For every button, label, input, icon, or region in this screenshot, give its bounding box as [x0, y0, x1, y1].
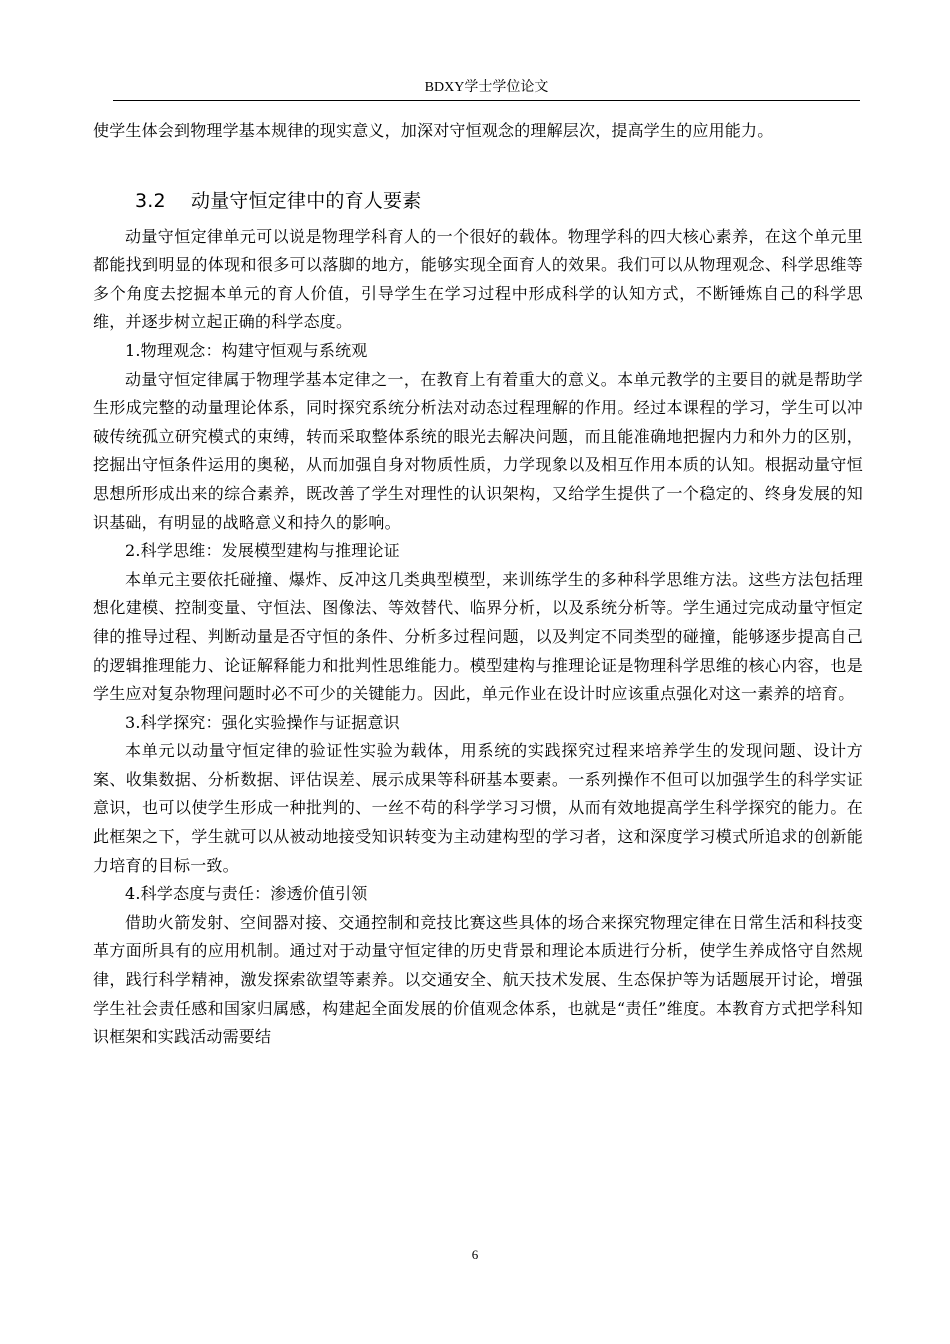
page-number: 6 [471, 1247, 479, 1262]
item-paragraph-physics-concept: 动量守恒定律属于物理学基本定律之一，在教育上有着重大的意义。本单元教学的主要目的就是帮助学生形成完整的动量理论体系，同时探究系统分析法对动态过程理解的作用。经过本课程的学习，学生可以冲破传统孤立研究模式的束缚，转而采取整体系统的眼光去解决问题，而且能准确地把握内力和外力的区别，挖掘出守恒条件运用的奥秘，从而加强自身对物质性质，力学现象以及相互作用本质的认知。根据动量守恒思想所形成出来的综合素养，既改善了学生对理性的认识架构，又给学生提供了一个稳定的、终身发展的知识基础，有明显的战略意义和持久的影响。 [93, 369, 863, 532]
intro-paragraph: 动量守恒定律单元可以说是物理学科育人的一个很好的载体。物理学科的四大核心素养，在这个单元里都能找到明显的体现和很多可以落脚的地方，能够实现全面育人的效果。我们可以从物理观念、科学思维等多个角度去挖掘本单元的育人价值，引导学生在学习过程中形成科学的认知方式，不断锤炼自己的科学思维，并逐步树立起正确的科学态度。 [93, 226, 863, 332]
item-heading-attitude-responsibility: 4.科学态度与责任：渗透价值引领 [125, 884, 368, 904]
item-heading-scientific-inquiry: 3.科学探究：强化实验操作与证据意识 [125, 712, 400, 732]
section-number: 3.2 [135, 189, 166, 212]
header-rule [113, 100, 860, 101]
item-paragraph-scientific-thinking: 本单元主要依托碰撞、爆炸、反冲这几类典型模型，来训练学生的多种科学思维方法。这些方法包括理想化建模、控制变量、守恒法、图像法、等效替代、临界分析，以及系统分析等。学生通过完成动量守恒定律的推导过程、判断动量是否守恒的条件、分析多过程问题，以及判定不同类型的碰撞，能够逐步提高自己的逻辑推理能力、论证解释能力和批判性思维能力。模型建构与推理论证是物理科学思维的核心内容，也是学生应对复杂物理问题时必不可少的关键能力。因此，单元作业在设计时应该重点强化对这一素养的培育。 [93, 569, 863, 704]
item-paragraph-scientific-inquiry: 本单元以动量守恒定律的验证性实验为载体，用系统的实践探究过程来培养学生的发现问题、设计方案、收集数据、分析数据、评估误差、展示成果等科研基本要素。一系列操作不但可以加强学生的科学实证意识，也可以使学生形成一种批判的、一丝不苟的科学学习习惯，从而有效地提高学生科学探究的能力。在此框架之下，学生就可以从被动地接受知识转变为主动建构型的学习者，这和深度学习模式所追求的创新能力培育的目标一致。 [93, 741, 863, 875]
running-header: BDXY学士学位论文 [424, 80, 549, 95]
continued-paragraph: 使学生体会到物理学基本规律的现实意义，加深对守恒观念的理解层次，提高学生的应用能力。 [93, 121, 774, 140]
page-body [93, 117, 863, 1052]
section-heading [93, 186, 863, 216]
item-heading-physics-concept: 1.物理观念：构建守恒观与系统观 [125, 340, 368, 360]
item-paragraph-attitude-responsibility: 借助火箭发射、空间器对接、交通控制和竞技比赛这些具体的场合来探究物理定律在日常生活和科技变革方面所具有的应用机制。通过对于动量守恒定律的历史背景和理论本质进行分析，使学生养成恪守自然规律，践行科学精神，激发探索欲望等素养。以交通安全、航天技术发展、生态保护等为话题展开讨论，增强学生社会责任感和国家归属感，构建起全面发展的价值观念体系，也就是“责任”维度。本教育方式把学科知识框架和实践活动需要结 [93, 912, 863, 1047]
item-heading-scientific-thinking: 2.科学思维：发展模型建构与推理论证 [125, 541, 400, 561]
section-title: 动量守恒定律中的育人要素 [191, 189, 422, 212]
